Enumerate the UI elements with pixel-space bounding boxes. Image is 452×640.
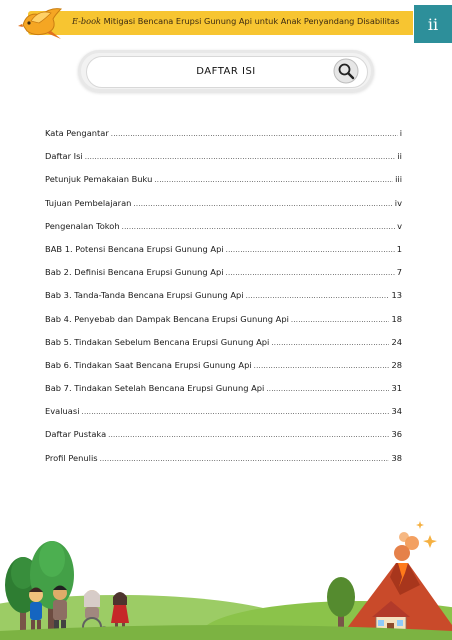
toc-leader-dots: [266, 385, 389, 393]
toc-entry[interactable]: [45, 198, 402, 221]
header-title-rest: Mitigasi Bencana Erupsi Gunung Api untuk Anak Penyandang Disabilitas: [100, 16, 400, 26]
spark: [423, 535, 437, 548]
bird-icon: [17, 3, 67, 43]
toc-entry-label: Bab 7. Tindakan Setelah Bencana Erupsi Gunung Api: [45, 383, 265, 394]
toc-entry[interactable]: [45, 244, 402, 267]
magnifier-icon: [333, 58, 359, 84]
toc-entry-label: Bab 3. Tanda-Tanda Bencana Erupsi Gunung Api: [45, 290, 244, 301]
toc-entry[interactable]: [45, 337, 402, 360]
toc-entry-page: v: [397, 220, 402, 231]
toc-entry-label: BAB 1. Potensi Bencana Erupsi Gunung Api: [45, 243, 224, 254]
toc-leader-dots: [82, 408, 390, 416]
toc-entry-label: Kata Pengantar: [45, 128, 109, 138]
header-title-italic: E-book: [72, 16, 101, 26]
toc-entry[interactable]: [45, 406, 402, 429]
toc-leader-dots: [291, 316, 390, 324]
toc-entry-page: 31: [391, 383, 402, 394]
header-title: [72, 16, 412, 26]
toc-entry-page: 13: [391, 290, 402, 301]
toc-entry-page: 1: [396, 243, 402, 254]
toc-entry[interactable]: [45, 151, 402, 174]
toc-leader-dots: [254, 362, 390, 370]
toc-leader-dots: [226, 246, 395, 254]
page-number-badge: ii: [414, 5, 452, 43]
toc-leader-dots: [226, 269, 395, 277]
toc-entry-label: Bab 4. Penyebab dan Dampak Bencana Erupsi Gunung Api: [45, 313, 289, 324]
toc-entry[interactable]: [45, 174, 402, 197]
toc-leader-dots: [100, 455, 390, 463]
toc-entry-page: 36: [391, 429, 402, 440]
toc-entry-label: Bab 6. Tindakan Saat Bencana Erupsi Gunung Api: [45, 359, 252, 370]
toc-entry[interactable]: [45, 453, 402, 476]
toc-leader-dots: [246, 292, 390, 300]
toc-entry[interactable]: [45, 429, 402, 452]
toc-entry-label: Petunjuk Pemakaian Buku: [45, 174, 153, 185]
toc-leader-dots: [85, 153, 396, 161]
toc-entry[interactable]: [45, 383, 402, 406]
toc-entry-page: 24: [391, 336, 402, 347]
table-of-contents: [45, 128, 402, 476]
toc-entry[interactable]: [45, 267, 402, 290]
smoke: [399, 532, 409, 542]
toc-entry-label: Daftar Isi: [45, 151, 83, 162]
toc-entry-page: 34: [391, 406, 402, 417]
bottom-illustration: [0, 515, 452, 640]
toc-entry-page: 18: [391, 313, 402, 324]
toc-entry[interactable]: [45, 360, 402, 383]
toc-entry-label: Bab 2. Definisi Bencana Erupsi Gunung Api: [45, 267, 224, 278]
toc-entry-page: 38: [391, 452, 402, 463]
toc-leader-dots: [122, 223, 395, 231]
toc-leader-dots: [111, 130, 398, 138]
toc-entry-label: Tujuan Pembelajaran: [45, 197, 132, 208]
toc-leader-dots: [133, 200, 392, 208]
toc-leader-dots: [154, 176, 393, 184]
toc-entry-label: Bab 5. Tindakan Sebelum Bencana Erupsi Gunung Api: [45, 336, 270, 347]
toc-heading: DAFTAR ISI: [196, 66, 256, 77]
toc-entry-label: Profil Penulis: [45, 452, 98, 463]
toc-entry[interactable]: [45, 290, 402, 313]
toc-entry-page: 7: [396, 267, 402, 278]
toc-entry-page: 28: [391, 359, 402, 370]
toc-entry[interactable]: [45, 128, 402, 151]
toc-leader-dots: [271, 339, 389, 347]
toc-entry[interactable]: [45, 314, 402, 337]
toc-entry[interactable]: [45, 221, 402, 244]
toc-entry-label: Pengenalan Tokoh: [45, 220, 120, 231]
toc-entry-page: ii: [397, 151, 402, 162]
toc-entry-page: iv: [394, 197, 402, 208]
toc-entry-page: iii: [395, 174, 402, 185]
toc-leader-dots: [108, 431, 389, 439]
toc-entry-label: Daftar Pustaka: [45, 429, 107, 440]
spark: [416, 521, 424, 529]
toc-entry-page: i: [399, 128, 402, 138]
toc-entry-label: Evaluasi: [45, 406, 80, 417]
